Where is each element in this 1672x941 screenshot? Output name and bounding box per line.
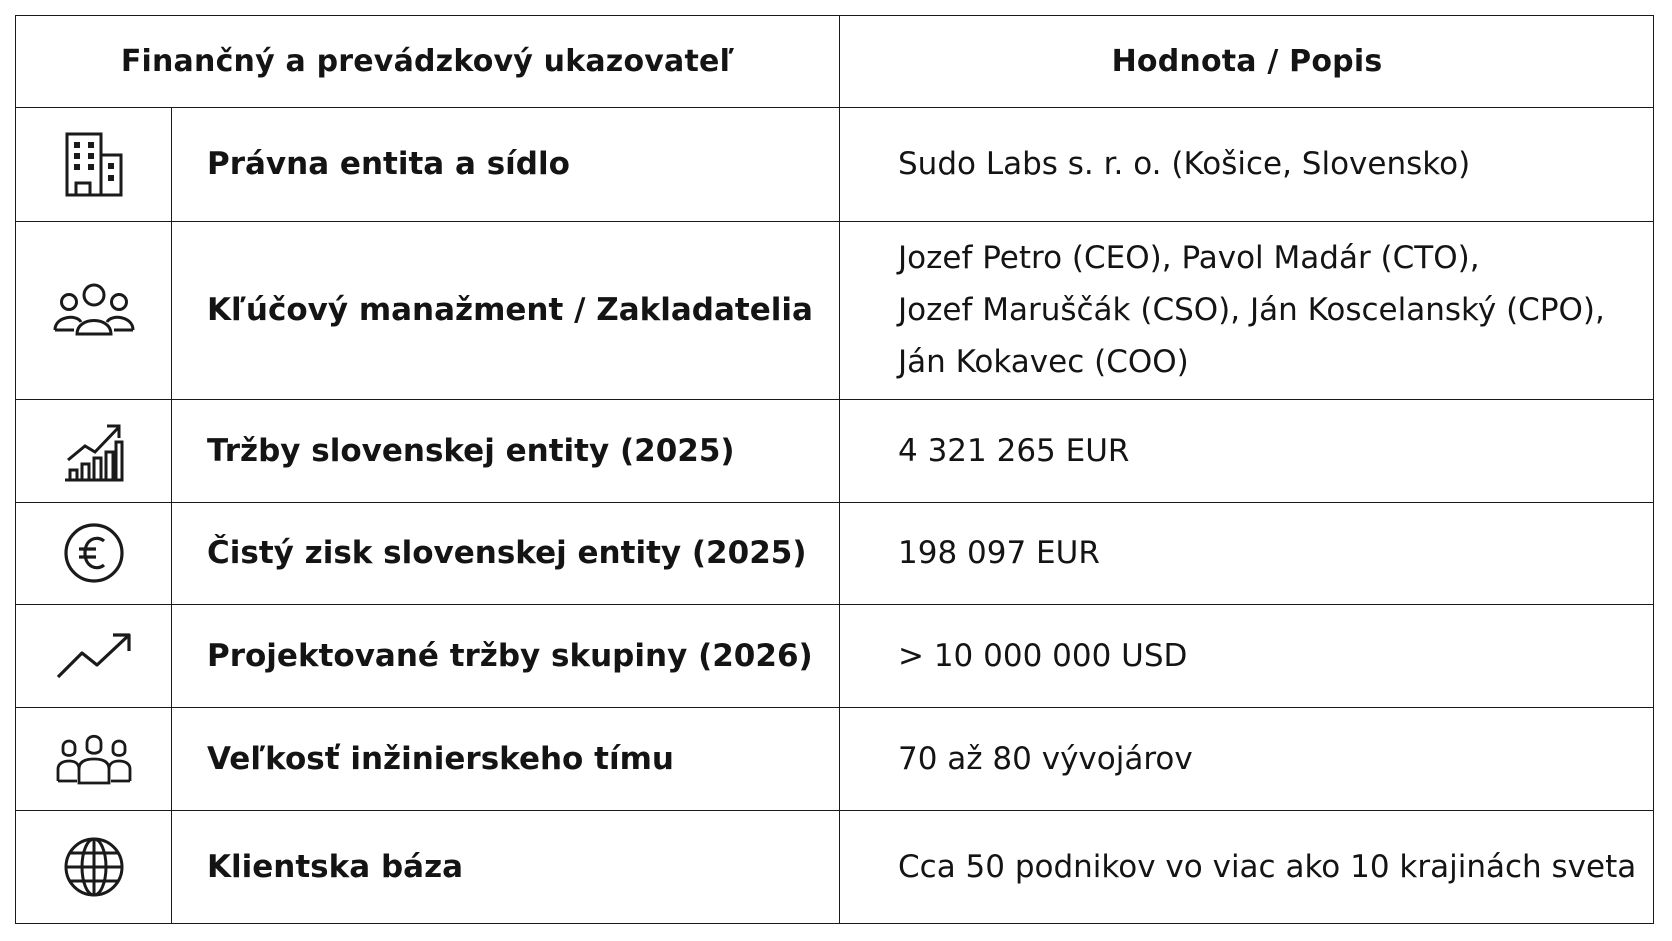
header-indicator: Finančný a prevádzkový ukazovateľ [120, 44, 735, 79]
row-value [839, 502, 1655, 604]
value-line: 70 až 80 vývojárov [898, 740, 1193, 777]
building-icon [16, 107, 171, 221]
value-line: Jozef Petro (CEO), Pavol Madár (CTO), [898, 240, 1480, 276]
value-line: Cca 50 podnikov vo viac ako 10 krajinách sveta [898, 848, 1637, 885]
data-table [15, 15, 1654, 924]
value-line: 198 097 EUR [898, 535, 1100, 571]
value-line: Sudo Labs s. r. o. (Košice, Slovensko) [898, 146, 1471, 182]
row-label: Tržby slovenskej entity (2025) [207, 432, 735, 469]
trend-up-icon [16, 604, 171, 707]
team-icon [16, 221, 171, 399]
value-line: 4 321 265 EUR [898, 432, 1130, 469]
value-line: Jozef Maruščák (CSO), Ján Koscelanský (CPO), [898, 292, 1605, 328]
row-label: Čistý zisk slovenskej entity (2025) [207, 535, 807, 571]
row-value [839, 810, 1655, 923]
bar-chart-growth-icon [16, 399, 171, 502]
engineers-icon [16, 707, 171, 810]
euro-icon [16, 502, 171, 604]
row-value [839, 399, 1655, 502]
row-value [839, 221, 1655, 399]
row-label: Veľkosť inžinierskeho tímu [207, 740, 674, 777]
value-line: Ján Kokavec (COO) [898, 344, 1189, 380]
globe-icon [16, 810, 171, 923]
row-label: Právna entita a sídlo [207, 146, 570, 182]
header-value: Hodnota / Popis [1111, 44, 1383, 79]
value-line: > 10 000 000 USD [898, 637, 1188, 674]
row-label: Kľúčový manažment / Zakladatelia [207, 292, 813, 328]
row-value [839, 604, 1655, 707]
row-value [839, 707, 1655, 810]
row-label: Klientska báza [207, 848, 464, 885]
row-value [839, 107, 1655, 221]
row-label: Projektované tržby skupiny (2026) [207, 637, 813, 674]
